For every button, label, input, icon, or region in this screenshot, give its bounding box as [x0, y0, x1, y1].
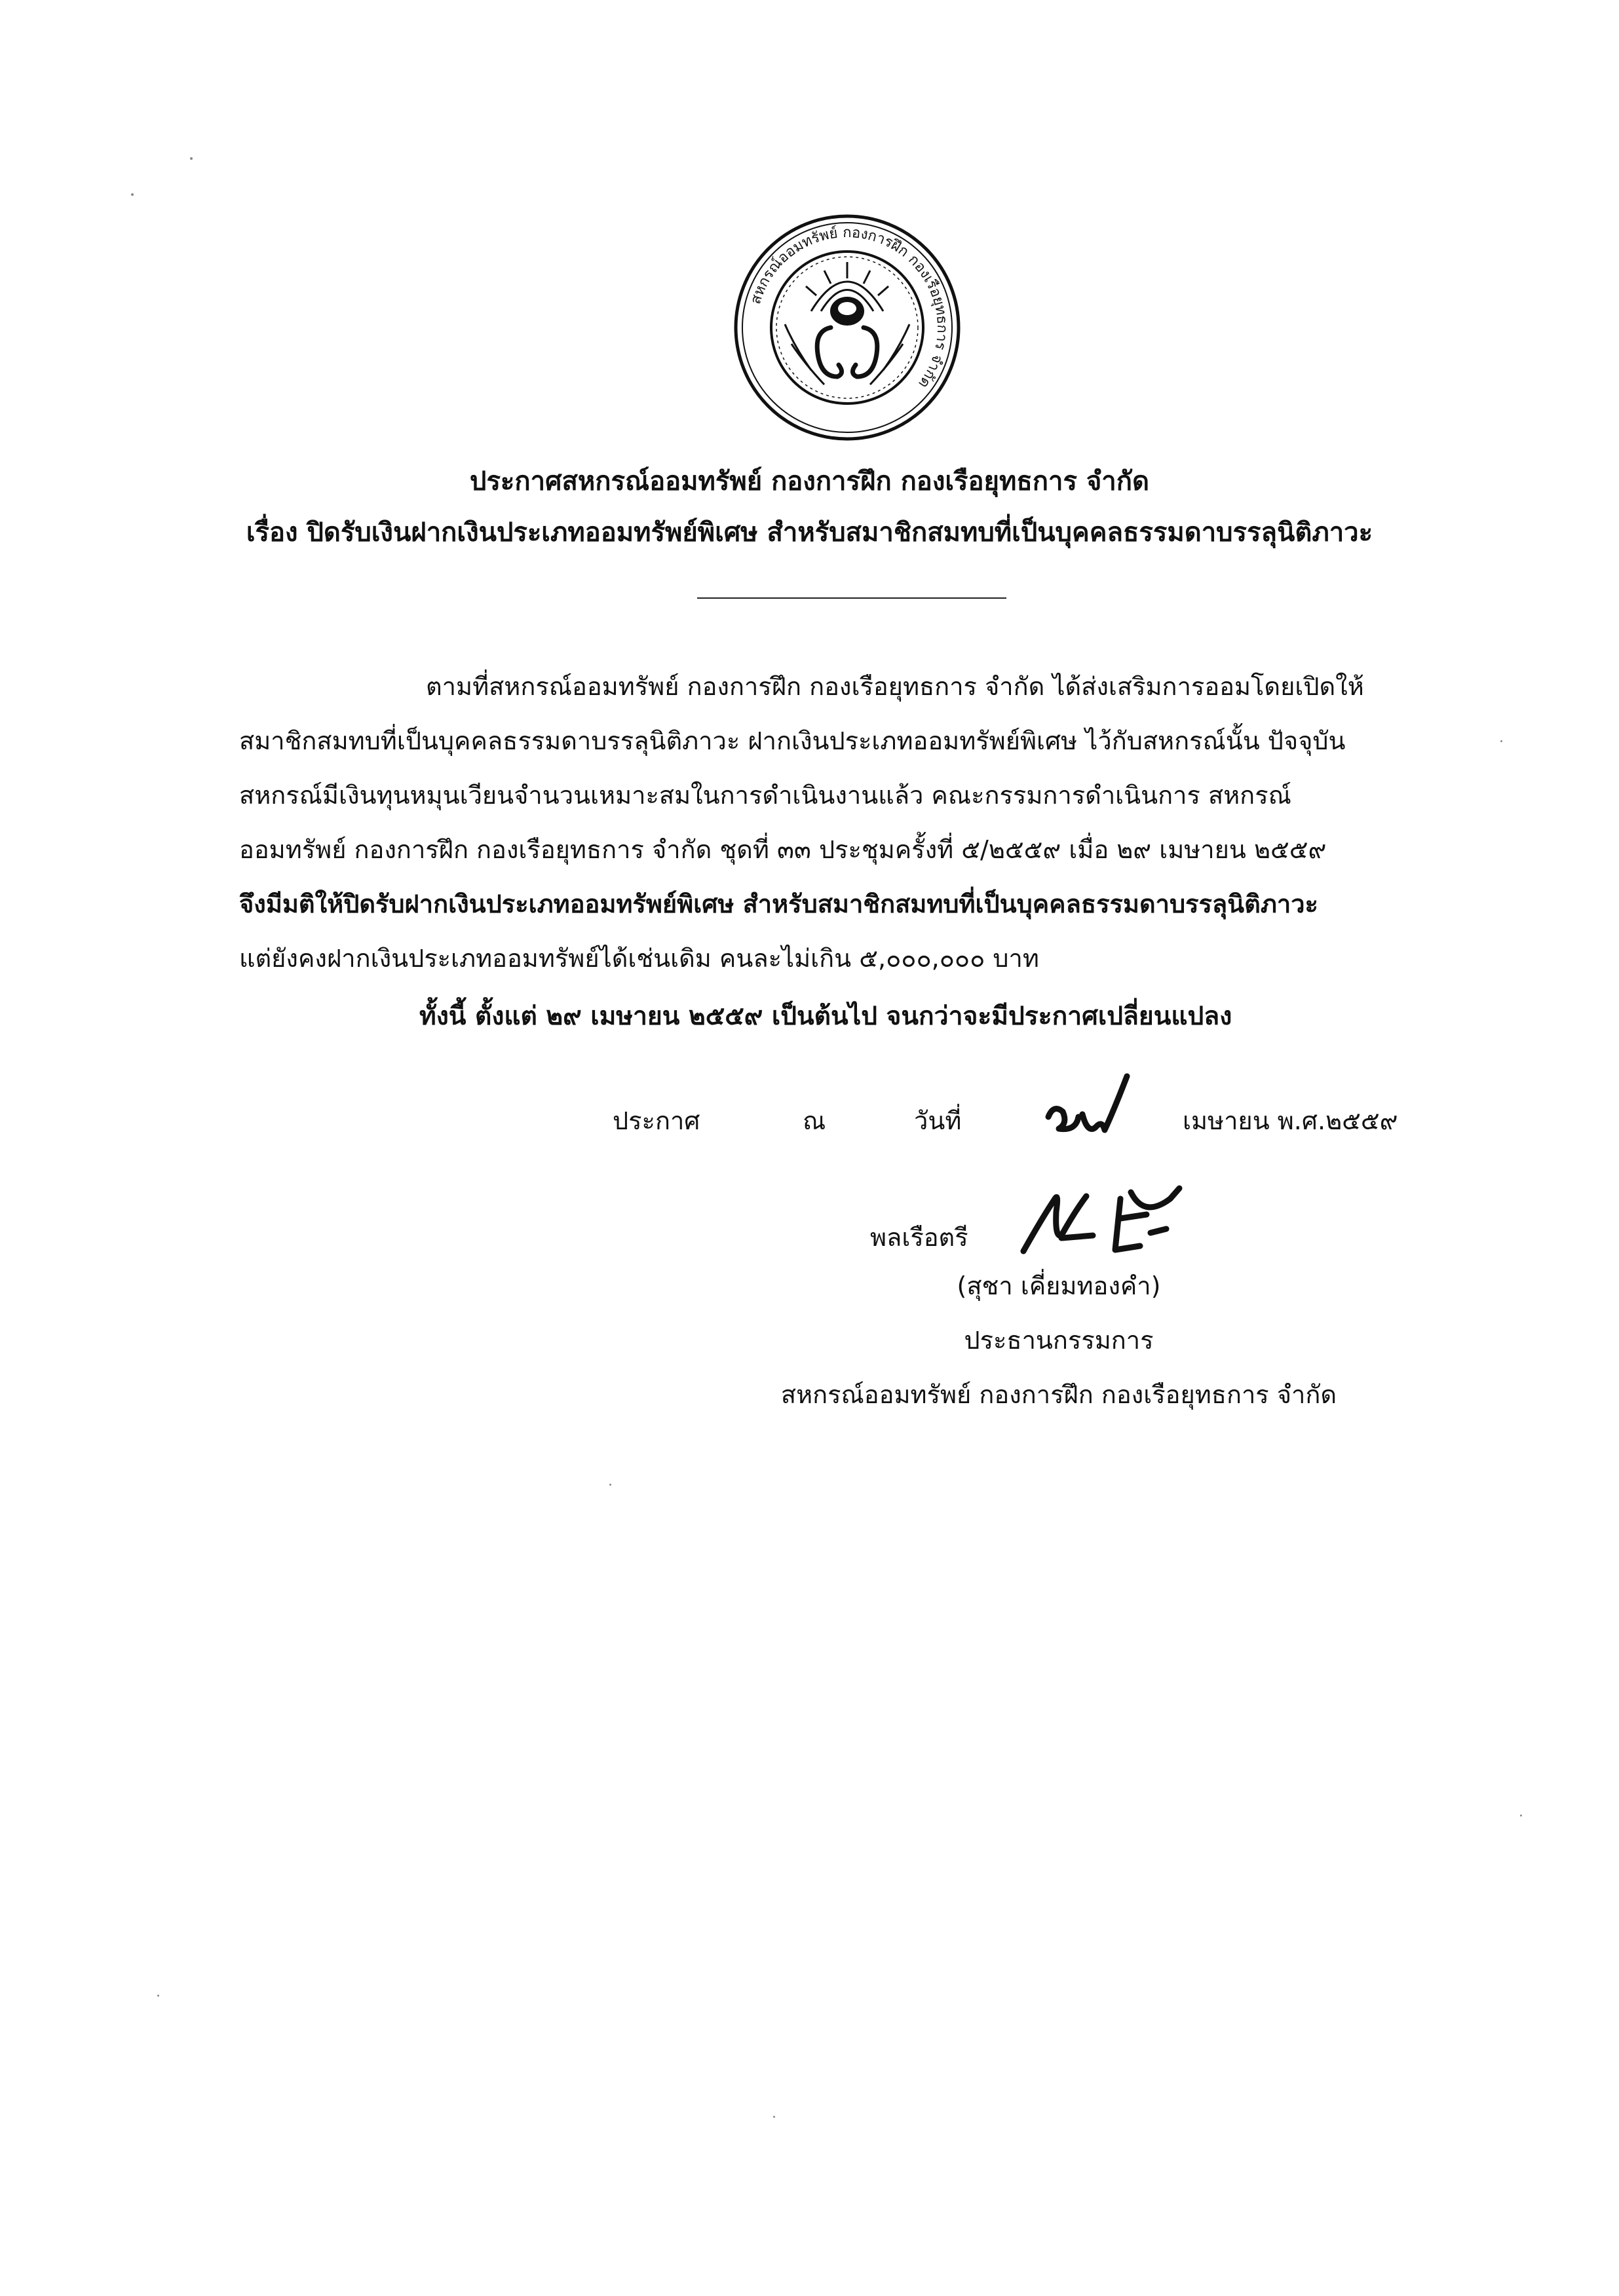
scan-speck: [609, 1484, 611, 1486]
effective-date-statement: ทั้งนี้ ตั้งแต่ ๒๙ เมษายน ๒๕๕๙ เป็นต้นไป จนกว่าจะมีประกาศเปลี่ยนแปลง: [419, 1002, 1232, 1031]
body-line: ออมทรัพย์ กองการฝึก กองเรือยุทธการ จำกัด ชุดที่ ๓๓ ประชุมครั้งที่ ๕/๒๕๕๙ เมื่อ ๒๙ เมษายน ๒๕๕๙: [239, 835, 1327, 864]
handwritten-signature: [1016, 1173, 1199, 1264]
seal-ring-text: สหกรณ์ออมทรัพย์ กองการฝึก กองเรือยุทธการ จำกัด: [748, 224, 951, 392]
scan-speck: [773, 2116, 775, 2118]
signer-position: ประธานกรรมการ: [964, 1326, 1154, 1355]
announce-day-label: วันที่: [914, 1106, 962, 1135]
announcement-subject: เรื่อง ปิดรับเงินฝากเงินประเภทออมทรัพย์พิเศษ สำหรับสมาชิกสมทบที่เป็นบุคคลธรรมดาบรรลุนิติภาวะ: [246, 518, 1373, 548]
body-line: ตามที่สหกรณ์ออมทรัพย์ กองการฝึก กองเรือยุทธการ จำกัด ได้ส่งเสริมการออมโดยเปิดให้: [426, 672, 1364, 701]
signer-name: (สุชา เคี่ยมทองคำ): [957, 1271, 1161, 1300]
cooperative-seal: [733, 213, 962, 442]
announcement-title: ประกาศสหกรณ์ออมทรัพย์ กองการฝึก กองเรือยุทธการ จำกัด: [470, 466, 1149, 497]
announce-prefix: ประกาศ: [613, 1106, 700, 1135]
body-line: สหกรณ์มีเงินทุนหมุนเวียนจำนวนเหมาะสมในการดำเนินงานแล้ว คณะกรรมการดำเนินการ สหกรณ์: [239, 781, 1291, 810]
body-line: สมาชิกสมทบที่เป็นบุคคลธรรมดาบรรลุนิติภาวะ ฝากเงินประเภทออมทรัพย์พิเศษ ไว้กับสหกรณ์นั้น ปัจจุบัน: [239, 726, 1346, 755]
scan-speck: [157, 1995, 159, 1997]
scan-speck: [131, 193, 134, 196]
signer-rank: พลเรือตรี: [870, 1223, 968, 1252]
body-line: แต่ยังคงฝากเงินประเภทออมทรัพย์ได้เช่นเดิม คนละไม่เกิน ๕,๐๐๐,๐๐๐ บาท: [239, 944, 1039, 973]
signer-organization: สหกรณ์ออมทรัพย์ กองการฝึก กองเรือยุทธการ จำกัด: [780, 1380, 1337, 1409]
scan-speck: [1500, 740, 1502, 742]
scan-speck: [1520, 1815, 1522, 1816]
handwritten-day: [1042, 1071, 1133, 1143]
announce-month-year: เมษายน พ.ศ.๒๕๕๙: [1183, 1106, 1398, 1135]
body-line-resolution: จึงมีมติให้ปิดรับฝากเงินประเภทออมทรัพย์พิเศษ สำหรับสมาชิกสมทบที่เป็นบุคคลธรรมดาบรรลุนิติภาวะ: [239, 890, 1318, 918]
title-divider: [697, 597, 1006, 599]
announce-at: ณ: [803, 1106, 826, 1135]
scan-speck: [190, 157, 193, 160]
